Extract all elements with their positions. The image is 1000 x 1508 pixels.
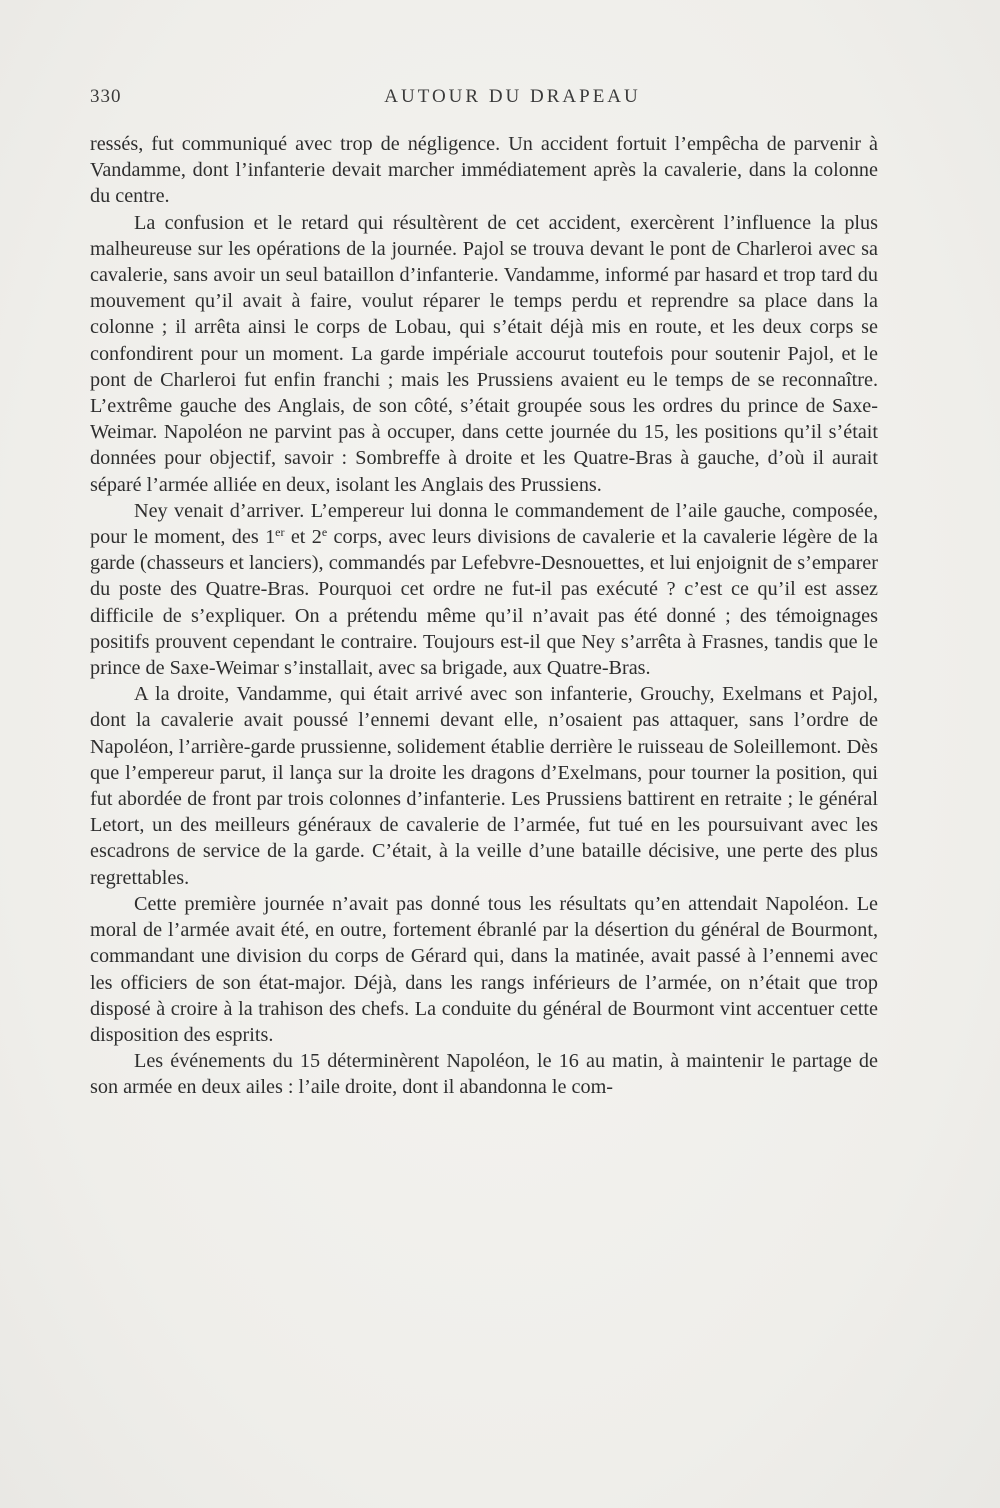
page-header xyxy=(90,86,875,116)
paragraph-text: corps, avec leurs divisions de cavalerie et la cavalerie légère de la garde (chasseurs et lanciers), commandés par Lefebvre-Desnouettes, et lui enjoignit de s’emparer du poste des Quatre-Bras. Pourquoi cet ordre ne fut-il pas exécuté ? c’est ce qu’il est assez difficile de s’expliquer. On a prétendu même qu’il n’avait pas été donné ; des témoignages positifs prouvent cependant le contraire. Toujours est-il que Ney s’arrêta à Frasnes, tandis que le prince de Saxe-Weimar s’installait, avec sa brigade, aux Quatre-Bras. xyxy=(90,526,878,680)
paragraph-text: et 2 xyxy=(284,526,322,549)
paragraph: Cette première journée n’avait pas donné tous les résultats qu’en attendait Napoléon. Le moral de l’armée avait été, en outre, fortement ébranlé par la désertion du général de Bourmont, commandant une division du corps de Gérard qui, dans la matinée, avait passé à l’ennemi avec les officiers de son état-major. Déjà, dans les rangs inférieurs de l’armée, on n’était que trop disposé à croire à la trahison des chefs. La conduite du général de Bourmont vint accentuer cette disposition des esprits. xyxy=(90,892,878,1046)
paragraph: Les événements du 15 déterminèrent Napoléon, le 16 au matin, à maintenir le partage de son armée en deux ailes : l’aile droite, dont il abandonna le com- xyxy=(90,1050,878,1099)
page-number: 330 xyxy=(90,86,122,107)
paragraph: A la droite, Vandamme, qui était arrivé avec son infanterie, Grouchy, Exelmans et Pajol, dont la cavalerie avait poussé l’ennemi devant elle, n’osaient pas attaquer, sans l’ordre de Napoléon, l’arrière-garde prussienne, solidement établie derrière le ruisseau de Soleillemont. Dès que l’empereur parut, il lança sur la droite les dragons d’Exelmans, pour tourner la position, qui fut abordée de front par trois colonnes d’infanterie. Les Prussiens battirent en retraite ; le général Letort, un des meilleurs généraux de cavalerie de l’armée, fut tué en les poursuivant avec les escadrons de service de la garde. C’était, à la veille d’une bataille décisive, une perte des plus regrettables. xyxy=(90,683,878,889)
paragraph: ressés, fut communiqué avec trop de négligence. Un accident fortuit l’empêcha de parvenir à Vandamme, dont l’infanterie devait marcher immédiatement après la cavalerie, dans la colonne du centre. xyxy=(90,133,878,208)
ordinal-superscript: er xyxy=(275,525,285,540)
paragraph-text: Ney venait d’arriver. L’empereur lui donna le commandement de l’aile gauche, composée, pour le moment, des 1 xyxy=(90,499,878,549)
running-title: AUTOUR DU DRAPEAU xyxy=(384,86,641,107)
paragraph: La confusion et le retard qui résultèrent de cet accident, exercèrent l’influence la plus malheureuse sur les opérations de la journée. Pajol se trouva devant le pont de Charleroi avec sa cavalerie, sans avoir un seul bataillon d’infanterie. Vandamme, informé par hasard et trop tard du mouvement qu’il avait à faire, voulut réparer le temps perdu et reprendre sa place dans la colonne ; il arrêta ainsi le corps de Lobau, qui s’était déjà mis en route, et les deux corps se confondirent pour un moment. La garde impériale accourut toutefois pour soutenir Pajol, et le pont de Charleroi fut enfin franchi ; mais les Prussiens avaient eu le temps de se reconnaître. L’extrême gauche des Anglais, de son côté, s’était groupée sous les ordres du prince de Saxe-Weimar. Napoléon ne parvint pas à occuper, dans cette journée du 15, les positions qu’il s’était données pour objectif, savoir : Sombreffe à droite et les Quatre-Bras à gauche, d’où il aurait séparé l’armée alliée en deux, isolant les Anglais des Prussiens. xyxy=(90,211,878,496)
ordinal-superscript: e xyxy=(321,525,328,540)
paragraph xyxy=(90,498,878,681)
body-text xyxy=(90,131,878,1101)
